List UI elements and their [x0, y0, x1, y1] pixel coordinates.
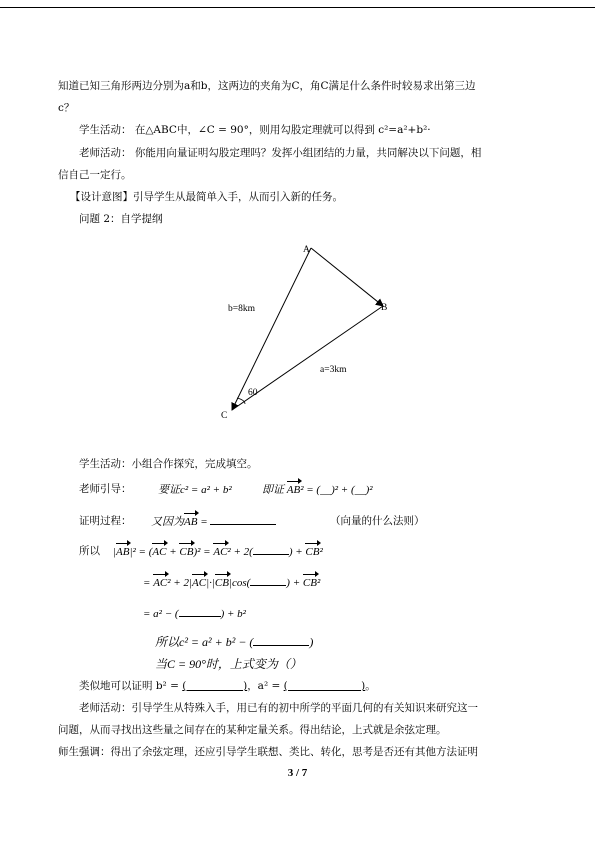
- student-activity: 学生活动： 在△ABC中，∠C = 90°，则用勾股定理就可以得到 c²=a²+b²·: [79, 124, 431, 136]
- triangle-diagram: [215, 240, 405, 430]
- vector-ab-symbol: AB: [286, 484, 301, 496]
- vertex-c-label: C: [221, 411, 228, 421]
- proof-equation: [151, 513, 276, 529]
- similar-mid: ，a² =: [247, 680, 281, 692]
- answer-blank[interactable]: ( ): [283, 680, 366, 692]
- vector-ac: [232, 248, 311, 410]
- vertex-a-label: A: [303, 245, 310, 255]
- vector-ab-symbol: AB: [184, 516, 198, 528]
- teacher-activity: 老师活动：引导学生从特殊入手，用已有的初中所学的平面几何的有关知识来研究这一: [79, 702, 478, 714]
- proof-label: 证明过程：: [79, 515, 132, 527]
- conclusion-text: 所以c² = a² + b² − (: [155, 635, 254, 649]
- student-activity: 学生活动：小组合作探究，完成填空。: [79, 458, 258, 470]
- guide-equation: [262, 481, 373, 497]
- expansion-line-3: = a² − ( ) + b²: [143, 605, 246, 620]
- guide-rest: ² = (__)² + (__)²: [300, 484, 373, 496]
- paragraph-line: 问题，从而寻找出这些量之间存在的某种定量关系。得出结论，上式就是余弦定理。: [58, 724, 447, 736]
- guide-equation: 要证c² = a² + b²: [158, 484, 232, 496]
- similar-proof: [79, 679, 376, 693]
- teacher-guide-label: 老师引导：: [79, 483, 132, 495]
- vertex-b-label: B: [381, 303, 388, 313]
- expansion-line-1: |AB|² = (AC + CB)² = AC² + 2( ) + CB²: [113, 543, 323, 558]
- paragraph-line: 知道已知三角形两边分别为a和b，这两边的夹角为C，角C满足什么条件时较易求出第三边: [58, 80, 476, 92]
- teacher-activity: 老师活动： 你能用向量证明勾股定理吗？发挥小组团结的力量，共同解决以下问题，相: [79, 147, 482, 159]
- equals-sign: =: [200, 516, 208, 528]
- proof-text: 又因为: [151, 516, 184, 528]
- conclusion-line: 所以c² = a² + b² − ( ): [155, 635, 314, 649]
- angle-label: 60: [248, 388, 258, 398]
- answer-blank[interactable]: [210, 513, 276, 525]
- angle-arc: [237, 398, 245, 404]
- guide-text: 即证: [262, 484, 284, 496]
- paragraph-line: 信自己一定行。: [58, 169, 132, 181]
- answer-blank[interactable]: ( ): [182, 680, 248, 692]
- emphasis-line: 师生强调：得出了余弦定理，还应引导学生联想、类比、转化，思考是否还有其他方法证明: [58, 746, 478, 758]
- design-intent: 【设计意图】引导学生从最简单入手，从而引入新的任务。: [70, 191, 343, 203]
- similar-prefix: 类似地可以证明 b² =: [79, 680, 179, 692]
- vector-ab: [311, 248, 383, 306]
- answer-blank[interactable]: [179, 605, 221, 617]
- proof-hint: （向量的什么法则）: [330, 515, 425, 527]
- so-label: 所以: [79, 545, 100, 557]
- answer-blank[interactable]: [253, 634, 309, 646]
- paragraph-line: c？: [58, 102, 75, 114]
- question-heading: 问题 2：自学提纲: [79, 213, 163, 225]
- answer-blank[interactable]: [253, 543, 289, 555]
- page-number: 3 / 7: [287, 767, 308, 779]
- expansion-line-2: = AC² + 2|AC|·|CB|cos( ) + CB²: [143, 574, 320, 589]
- header-rule: [0, 7, 595, 8]
- side-a-label: a=3km: [320, 365, 347, 375]
- answer-blank[interactable]: [250, 574, 286, 586]
- side-b-label: b=8km: [228, 304, 255, 314]
- similar-end: 。: [365, 680, 376, 692]
- special-case-line: 当C = 90°时，上式变为（）: [155, 657, 302, 671]
